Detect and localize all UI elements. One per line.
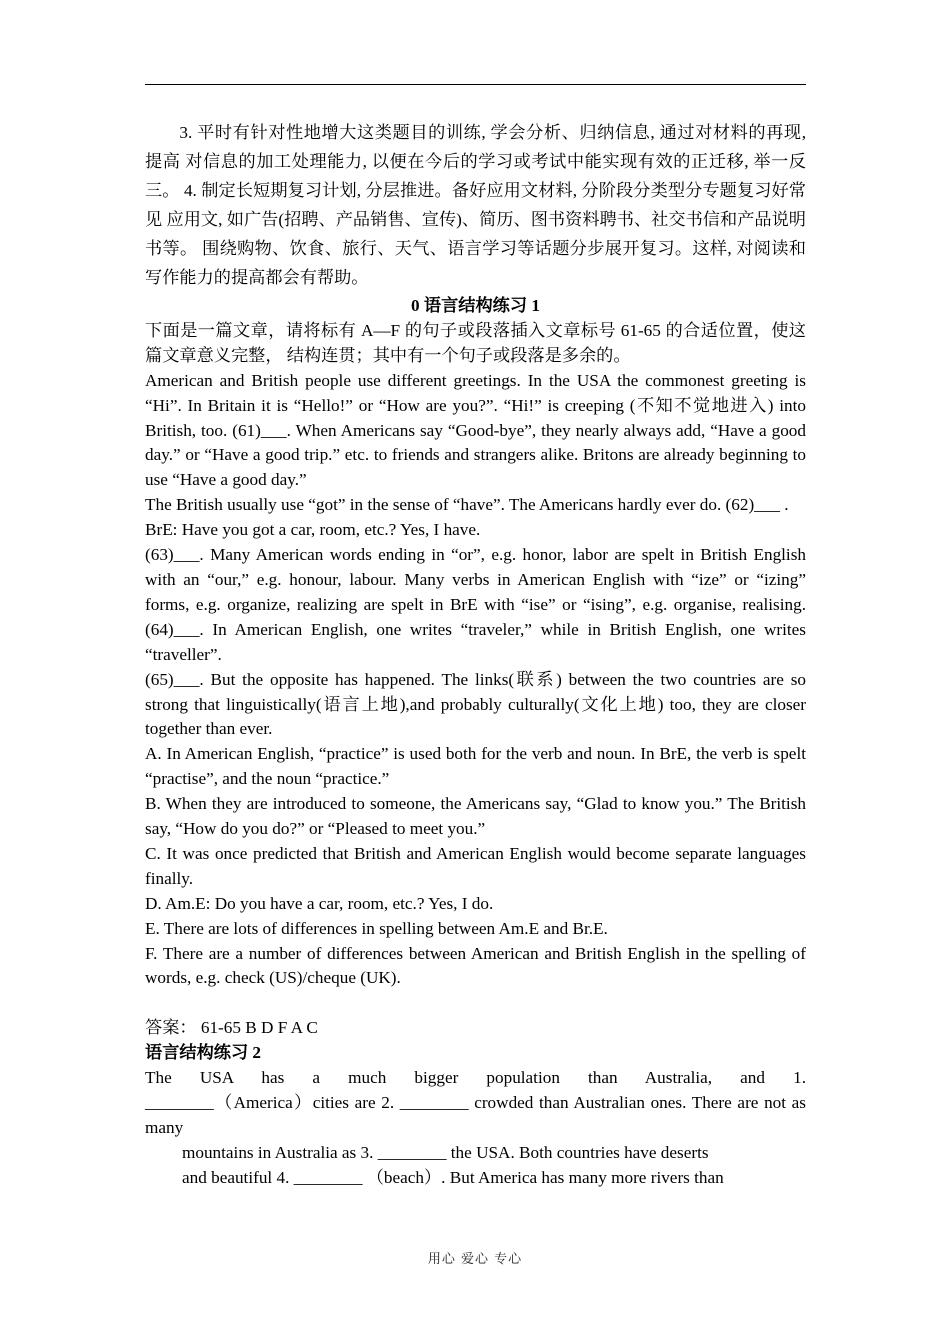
option-b: B. When they are introduced to someone, the Americans say, “Glad to know you.” The British say, “How do you do?” or “Pleased to meet you.” — [145, 794, 806, 839]
exercise1-title: 0 语言结构练习 1 — [411, 296, 540, 315]
exercise2-title: 语言结构练习 2 — [145, 1043, 262, 1063]
answer-line: 答案： 61-65 B D F A C — [145, 1018, 318, 1038]
passage-paragraph-3: BrE: Have you got a car, room, etc.? Yes, I have. — [145, 520, 481, 540]
document-body — [145, 118, 806, 1191]
exercise1-instructions: 下面是一篇文章，请将标有 A—F 的句子或段落插入文章标号 61-65 的合适位置，使这篇文章意义完整， 结构连贯；其中有一个句子或段落是多余的。 — [145, 320, 806, 365]
option-d: D. Am.E: Do you have a car, room, etc.? Yes, I do. — [145, 893, 494, 913]
option-c: C. It was once predicted that British and American English would become separate languages finally. — [145, 843, 806, 888]
intro-paragraph: 3. 平时有针对性地增大这类题目的训练, 学会分析、归纳信息, 通过对材料的再现, 提高 对信息的加工处理能力, 以便在今后的学习或考试中能实现有效的正迁移, 举一反三。 4. 制定长短期复习计划, 分层推进。备好应用文材料, 分阶段分类型分专题复习好常见 应用文, 如广告(招聘、产品销售、宣传)、简历、图书资料聘书、社交书信和产品说明书等。 围绕购物、饮食、旅行、天气、语言学习等话题分步展开复习。这样, 对阅读和写作能力的提高都会有帮助。 — [145, 123, 806, 287]
header-rule — [145, 84, 806, 85]
exercise2-line-1: The USA has a much bigger population than Australia, and 1. — [145, 1068, 806, 1088]
passage-paragraph-5: (65)___. But the opposite has happened. The links(联系) between the two countries are so strong that linguistically(语言上地),and probably culturally(文化上地) too, they are closer together than ever. — [145, 669, 806, 739]
passage-paragraph-2: The British usually use “got” in the sense of “have”. The Americans hardly ever do. (62)___ . — [145, 495, 789, 515]
option-a: A. In American English, “practice” is used both for the verb and noun. In BrE, the verb is spelt “practise”, and the noun “practice.” — [145, 744, 806, 789]
option-f: F. There are a number of differences between American and British English in the spelling of words, e.g. check (US)/cheque (UK). — [145, 943, 806, 988]
exercise2-line-3: mountains in Australia as 3. ________ the USA. Both countries have deserts — [182, 1142, 709, 1162]
exercise2-line-4: and beautiful 4. ________ （beach）. But America has many more rivers than — [182, 1167, 724, 1187]
passage-paragraph-1: American and British people use different greetings. In the USA the commonest greeting is “Hi”. In Britain it is “Hello!” or “How are you?”. “Hi!” is creeping (不知不觉地进入) into British, too. (61)___. When Americans say “Good-bye”, they nearly always add, “Have a good day.” or “Have a good trip.” etc. to friends and strangers alike. Britons are already beginning to use “Have a good day.” — [145, 370, 806, 490]
passage-paragraph-4: (63)___. Many American words ending in “or”, e.g. honor, labor are spelt in British English with an “our,” e.g. honour, labour. Many verbs in American English with “ize” or “izing” forms, e.g. organize, realizing are spelt in BrE with “ise” or “ising”, e.g. organise, realising. (64)___. In American English, one writes “traveler,” while in British English, one writes “traveller”. — [145, 545, 806, 664]
option-e: E. There are lots of differences in spelling between Am.E and Br.E. — [145, 918, 608, 938]
page-footer: 用心 爱心 专心 — [427, 1252, 523, 1267]
exercise2-line-2: ________（America）cities are 2. ________ crowded than Australian ones. There are not as many — [145, 1092, 806, 1137]
blank-line — [145, 991, 806, 1016]
